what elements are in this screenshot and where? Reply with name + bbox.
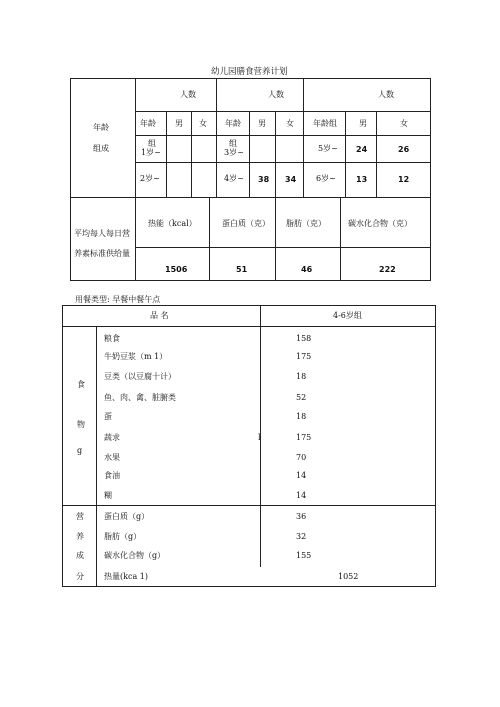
- nutrient-header: 热能（kcal）: [148, 219, 197, 228]
- age-cell: 组: [229, 139, 237, 148]
- nutrition-label: 营: [76, 512, 84, 521]
- people-header: 人数: [180, 90, 196, 99]
- food-value: 14: [296, 491, 307, 500]
- table1-line: [340, 197, 341, 281]
- sub-female-header: 女: [199, 119, 207, 128]
- food-name: 鱼、肉、禽、脏腑类: [104, 393, 176, 402]
- nutrition-label: 分: [76, 572, 84, 581]
- table1-line: [135, 111, 431, 112]
- female-count-cell: 34: [285, 175, 297, 184]
- nutrition-label: 成: [76, 551, 84, 560]
- food-label: 物: [77, 420, 85, 429]
- page-title: 幼儿园膳食营养计划: [211, 67, 288, 77]
- table2-line: [62, 326, 436, 327]
- food-value: 70: [296, 453, 307, 462]
- age-cell: 2岁~: [140, 174, 160, 183]
- age-cell: 5岁~: [318, 144, 338, 153]
- sub-female-header: 女: [400, 119, 408, 128]
- food-name: 豆类（以豆腐十计）: [104, 372, 176, 381]
- age-cell: 3岁~: [224, 148, 244, 157]
- supply-label: 平均每人每日营: [74, 229, 130, 238]
- table1-line: [303, 78, 304, 197]
- table2-line: [96, 326, 97, 587]
- nutrition-name: 蛋白质（g）: [104, 512, 150, 521]
- table2-line: [62, 505, 436, 506]
- table1-line: [191, 111, 192, 197]
- nutrient-value: 1506: [165, 265, 188, 274]
- table1-line: [135, 78, 136, 281]
- nutrition-name: 脂肪（g）: [104, 532, 142, 541]
- table1-line: [209, 197, 210, 281]
- nutrition-value: 36: [296, 512, 307, 521]
- food-value: 18: [296, 412, 307, 421]
- male-count-cell: 24: [356, 145, 368, 154]
- supply-label: 养素标准供给量: [74, 249, 130, 258]
- age-cell: 1岁~: [141, 148, 161, 157]
- sub-age-header: 年龄: [225, 119, 241, 128]
- food-name: 食油: [104, 471, 120, 480]
- age-cell: 组: [148, 139, 156, 148]
- product-name-header: 品 名: [150, 311, 169, 320]
- female-count-cell: 26: [398, 145, 410, 154]
- food-name: 蛋: [104, 412, 112, 421]
- nutrition-name: 热量(kca 1): [104, 572, 148, 581]
- table1-line: [376, 111, 377, 197]
- people-header: 人数: [268, 90, 284, 99]
- food-value: 175: [296, 433, 312, 442]
- food-name: 粮食: [104, 334, 120, 343]
- sub-age-header: 年龄: [140, 119, 156, 128]
- table1-line: [216, 78, 217, 197]
- age-label: 年龄: [93, 123, 109, 132]
- food-value: 52: [296, 393, 307, 402]
- age-group-header: 4-6岁组: [333, 311, 362, 320]
- table1-line: [345, 111, 346, 197]
- age-cell: 6岁~: [316, 174, 336, 183]
- age-cell: 4岁~: [224, 174, 244, 183]
- food-name: 水果: [104, 453, 120, 462]
- table2-frame: [62, 305, 436, 587]
- food-value: 175: [296, 352, 312, 361]
- sub-male-header: 男: [258, 119, 266, 128]
- table1-line: [70, 197, 431, 198]
- nutrient-header: 碳水化合物（克）: [348, 219, 412, 228]
- table1-line: [135, 135, 431, 136]
- nutrition-value: 1052: [338, 572, 359, 581]
- composition-label: 组成: [93, 144, 109, 153]
- nutrition-value: 32: [296, 532, 307, 541]
- food-label: g: [77, 446, 83, 455]
- table1-line: [249, 111, 250, 197]
- sub-female-header: 女: [286, 119, 294, 128]
- people-header: 人数: [378, 90, 394, 99]
- meal-type-label: 用餐类型: 早餐中餐午点: [75, 295, 161, 304]
- nutrient-value: 222: [379, 265, 396, 274]
- sub-age-group-header: 年龄组: [313, 119, 337, 128]
- sub-male-header: 男: [175, 119, 183, 128]
- food-name: 牛奶豆浆（m 1）: [104, 352, 168, 361]
- food-name: 蔬求: [104, 433, 120, 442]
- table1-line: [135, 162, 431, 163]
- food-value: 14: [296, 471, 307, 480]
- nutrient-value: 51: [236, 265, 248, 274]
- nutrient-header: 脂肪（克）: [286, 219, 326, 228]
- food-label: 食: [77, 380, 85, 389]
- table1-line: [275, 197, 276, 281]
- nutrition-value: 155: [296, 551, 312, 560]
- nutrition-name: 碳水化合物（g）: [104, 551, 166, 560]
- nutrient-header: 蛋白质（克）: [222, 219, 270, 228]
- stray-mark: l: [258, 433, 261, 442]
- food-name: 糊: [104, 491, 112, 500]
- food-value: 18: [296, 372, 307, 381]
- male-count-cell: 13: [356, 175, 368, 184]
- sub-male-header: 男: [359, 119, 367, 128]
- nutrient-value: 46: [301, 265, 313, 274]
- nutrition-label: 养: [76, 532, 84, 541]
- table1-line: [166, 111, 167, 197]
- male-count-cell: 38: [258, 175, 270, 184]
- food-value: 158: [296, 334, 312, 343]
- female-count-cell: 12: [398, 175, 410, 184]
- table1-line: [275, 111, 276, 197]
- table1-line: [135, 247, 431, 248]
